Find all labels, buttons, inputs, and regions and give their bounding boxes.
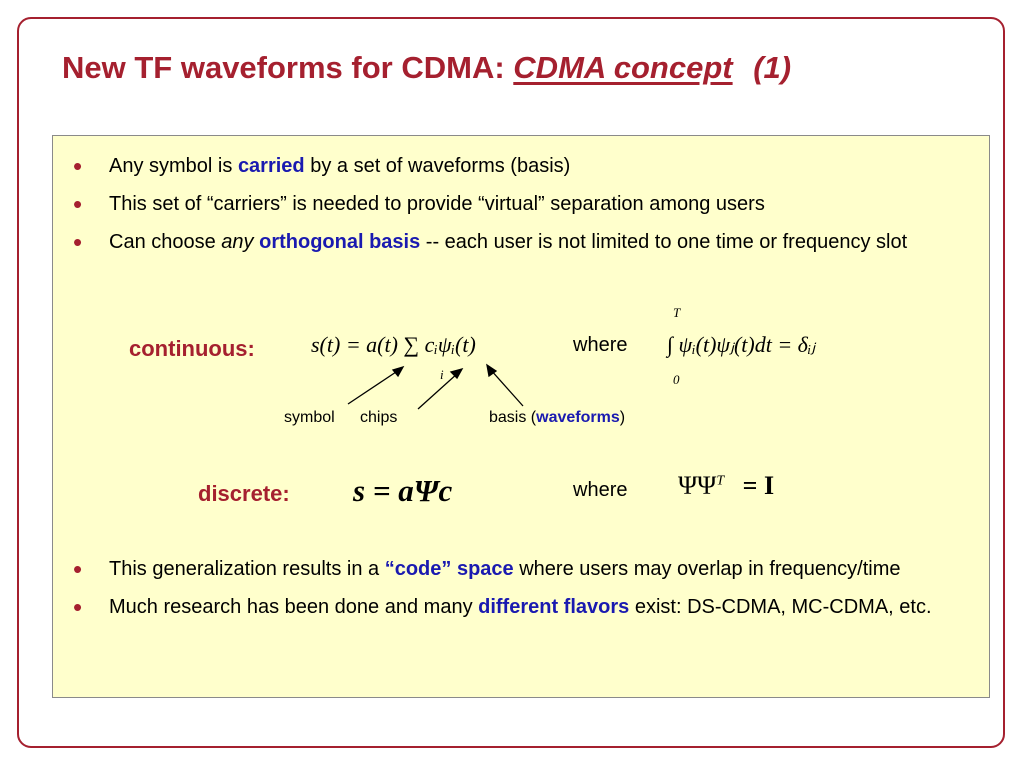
bullet-highlight: different flavors xyxy=(478,596,630,618)
slide-title xyxy=(62,50,791,86)
annotation-basis-post: ) xyxy=(619,409,626,426)
bullet-list-bottom xyxy=(53,554,989,630)
bullet-text: -- each user is not limited to one time or frequency slot xyxy=(420,231,908,253)
arrow-symbol xyxy=(348,370,399,404)
bullet-italic: any xyxy=(221,231,254,253)
annotation-chips: chips xyxy=(360,409,398,426)
continuous-equation: s(t) = a(t) ∑ cᵢψᵢ(t) xyxy=(311,332,476,357)
title-number: (1) xyxy=(753,50,792,85)
annotation-basis-highlight: waveforms xyxy=(536,409,620,426)
continuous-where: where xyxy=(573,334,628,356)
orthogonality-condition: ∫ ψᵢ(t)ψⱼ(t)dt = δᵢⱼ xyxy=(667,332,816,357)
bullet-text: This set of “carriers” is needed to provide “virtual” separation among users xyxy=(109,193,765,215)
discrete-equation: s = aΨc xyxy=(353,473,453,508)
bullet-highlight: carried xyxy=(237,155,305,177)
integral-upper: T xyxy=(673,305,681,320)
bullet-highlight: orthogonal basis xyxy=(259,231,421,253)
bullet-text: Much research has been done and many xyxy=(109,596,479,618)
sum-index: i xyxy=(440,367,444,382)
content-panel xyxy=(52,135,990,698)
arrow-basis xyxy=(490,369,523,406)
transpose-sup: T xyxy=(716,473,725,489)
integral-lower: 0 xyxy=(673,372,680,387)
annotation-arrows xyxy=(53,136,991,436)
bullet-text: exist: DS-CDMA, MC-CDMA, etc. xyxy=(629,596,932,618)
bullet-text: where users may overlap in frequency/time xyxy=(513,558,901,580)
arrow-chips xyxy=(418,373,458,409)
bullet-highlight: “code” space xyxy=(384,558,514,580)
discrete-label: discrete: xyxy=(198,481,290,506)
arrowhead-chips xyxy=(451,369,462,378)
continuous-label: continuous: xyxy=(129,336,255,361)
annotation-basis-pre: basis ( xyxy=(489,409,537,426)
bullet-item xyxy=(53,554,989,584)
title-underlined: CDMA concept xyxy=(513,50,733,85)
annotation-symbol: symbol xyxy=(284,409,335,426)
arrowhead-symbol xyxy=(393,367,403,376)
bullet-item xyxy=(53,592,989,622)
annotation-basis xyxy=(489,409,625,427)
title-main: New TF waveforms for CDMA: xyxy=(62,50,505,85)
discrete-where: where xyxy=(573,479,628,501)
discrete-condition xyxy=(678,471,774,501)
bullet-text: Can choose xyxy=(109,231,222,253)
identity-rhs: = I xyxy=(742,471,775,500)
bullet-text: by a set of waveforms (basis) xyxy=(304,155,571,177)
bullet-text: Any symbol is xyxy=(109,155,238,177)
psi-product: ΨΨ xyxy=(678,471,717,500)
bullet-text: This generalization results in a xyxy=(109,558,385,580)
